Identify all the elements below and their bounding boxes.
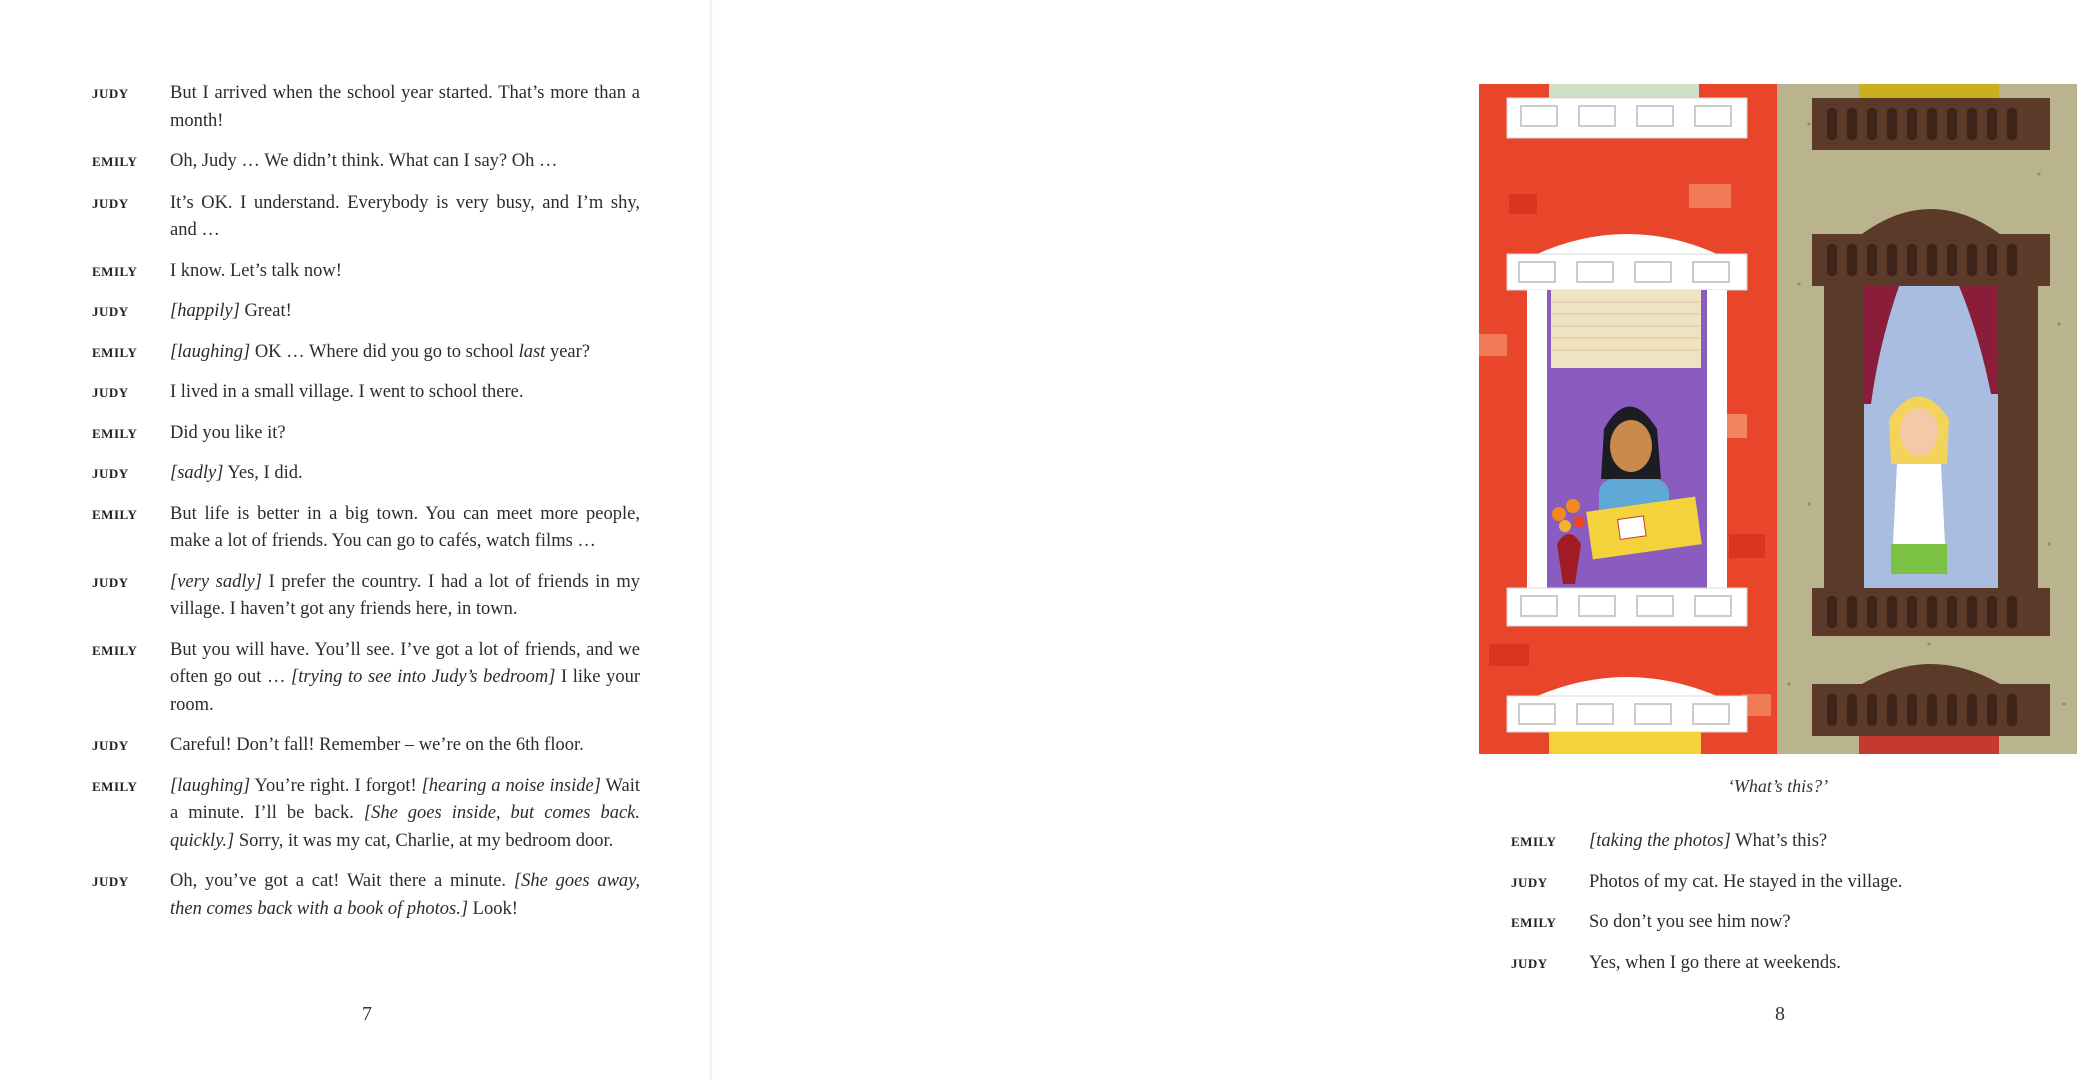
dialogue-line [92,258,640,286]
spoken-text: Photos of my cat. He stayed in the village. [1589,871,1903,892]
speech-text [170,569,640,624]
speaker-name: EMILY [1511,915,1557,930]
spoken-text: So don’t you see him now? [1589,912,1791,932]
dialogue-line [92,298,640,326]
spoken-text: I know. Let’s talk now! [170,260,342,281]
speaker-name: EMILY [92,642,138,658]
spoken-text: Great! [239,301,292,321]
speaker-name: JUDY [92,874,129,889]
speaker-name: EMILY [92,778,138,794]
dialogue-line [92,339,640,367]
speech-text [1589,950,1961,978]
speech-text [170,732,640,760]
illustration-caption: ‘What’s this?’ [1727,776,1829,796]
spoken-text: I like your room. [170,667,641,715]
spoken-text: Yes, I did. [223,463,303,483]
speaker-name: JUDY [92,738,129,753]
speech-text [170,258,640,286]
stage-direction: [laughing] [170,775,251,796]
dialogue-line [92,732,640,760]
speech-text [170,190,640,245]
left-page [0,0,711,1080]
judy-top [1893,464,1945,544]
stage-direction: [happily] [170,301,240,321]
spoken-text: Careful! Don’t fall! Remember – we’re on the 6th floor. [170,735,584,755]
spoken-text: But you will have. You’ll see. I’ve got a lot of friends, and we often go out … [170,639,640,687]
stage-direction: [very sadly] [170,571,262,592]
brick-shadow [1729,534,1765,558]
stage-direction: last [518,341,546,362]
stage-direction: [sadly] [170,463,224,483]
speech-text [170,148,640,176]
speaker-name: JUDY [92,385,129,400]
spoken-text: Yes, when I go there at weekends. [1589,952,1841,973]
speaker-name: JUDY [92,466,129,481]
speech-text [170,420,640,448]
dialogue-line [92,190,640,245]
speech-text [170,339,640,367]
speech-text [170,460,640,488]
brick-shadow [1509,194,1537,214]
spoken-text: Did you like it? [170,422,286,443]
dialogue-line [92,420,640,448]
spoken-text: What’s this? [1730,831,1828,851]
spoken-text: But life is better in a big town. You can meet more people, make a lot of friends. You can go to cafés, watch films … [170,503,640,551]
speech-text [170,501,640,556]
right-page [711,0,1903,1080]
spoken-text: Oh, Judy … We didn’t think. What can I say? Oh … [170,151,558,171]
spoken-text: I prefer the country. I had a lot of friends in my village. I haven’t got any friends here, in town. [170,571,640,619]
speaker-name: JUDY [92,304,129,319]
dialogue-line [1511,909,1961,937]
window-pillar-right [1707,290,1727,588]
speaker-name: EMILY [1511,834,1557,849]
stage-direction: [laughing] [170,341,251,362]
spoken-text: Sorry, it was my cat, Charlie, at my bedroom door. [234,830,614,851]
speaker-name: JUDY [1511,874,1548,890]
dialogue-line [92,773,640,856]
spoken-text: Look! [468,898,518,919]
speech-text [170,637,640,720]
speaker-name: JUDY [92,574,129,590]
top-window-strip [1549,84,1699,98]
dialogue-line [92,501,640,556]
stage-direction: [She goes inside, but comes back. quickly.] [170,803,641,851]
dialogue-line [92,80,640,135]
speech-text [1589,828,1961,856]
speaker-name: JUDY [92,195,129,211]
speaker-name: JUDY [92,86,129,101]
spoken-text: Wait a minute. I’ll be back. [170,775,640,823]
speaker-name: JUDY [1511,955,1548,971]
spoken-text: You’re right. I forgot! [250,775,422,796]
right-page-dialogue [1511,828,1961,977]
page-number-left: 7 [362,1003,372,1025]
dialogue-line [92,868,640,923]
window-sill-emily [1507,588,1747,626]
speech-text [170,379,640,407]
dialogue-line [92,569,640,624]
spoken-text: I lived in a small village. I went to school there. [170,382,524,402]
stage-direction: [hearing a noise inside] [421,775,601,796]
brick-highlight [1479,334,1507,356]
speech-text [170,80,640,135]
dialogue-line [92,148,640,176]
spoken-text: It’s OK. I understand. Everybody is very busy, and I’m shy, and … [170,192,640,240]
left-page-dialogue [92,80,640,923]
spoken-text: Oh, you’ve got a cat! Wait there a minute. [170,871,514,891]
dialogue-line [1511,950,1961,978]
spoken-text: year? [545,341,590,362]
dialogue-line [92,637,640,720]
dialogue-line [1511,869,1961,897]
brick-highlight [1689,184,1731,208]
dialogue-line [92,460,640,488]
brick-shadow [1489,644,1529,666]
judy-shorts [1891,544,1947,574]
girl-face [1610,420,1652,472]
top-window-ledge [1507,98,1747,138]
illustration-windows [1479,84,2077,754]
spoken-text: But I arrived when the school year started. That’s more than a month! [170,83,640,131]
page-number-right: 8 [1775,1003,1785,1025]
dialogue-line [92,379,640,407]
stage-direction: [trying to see into Judy’s bedroom] [291,667,556,687]
window-pillar-left [1527,290,1547,588]
speech-text [170,868,640,923]
wood-pillar-left [1824,286,1864,588]
dialogue-line [1511,828,1961,856]
speech-text [1589,909,1961,937]
speaker-name: EMILY [92,425,138,441]
spoken-text: OK … Where did you go to school [250,341,519,362]
speaker-name: EMILY [92,263,138,279]
speech-text [1589,869,1961,897]
judy-face [1900,408,1938,456]
speaker-name: EMILY [92,506,138,522]
speech-text [170,773,640,856]
speaker-name: EMILY [92,154,138,169]
speech-text [170,298,640,326]
window-header [1507,254,1747,290]
stage-direction: [She goes away, then comes back with a book of photos.] [170,871,640,919]
speaker-name: EMILY [92,344,138,360]
lower-window-header [1507,696,1747,732]
wood-pillar-right [1998,286,2038,588]
stage-direction: [taking the photos] [1589,831,1731,851]
